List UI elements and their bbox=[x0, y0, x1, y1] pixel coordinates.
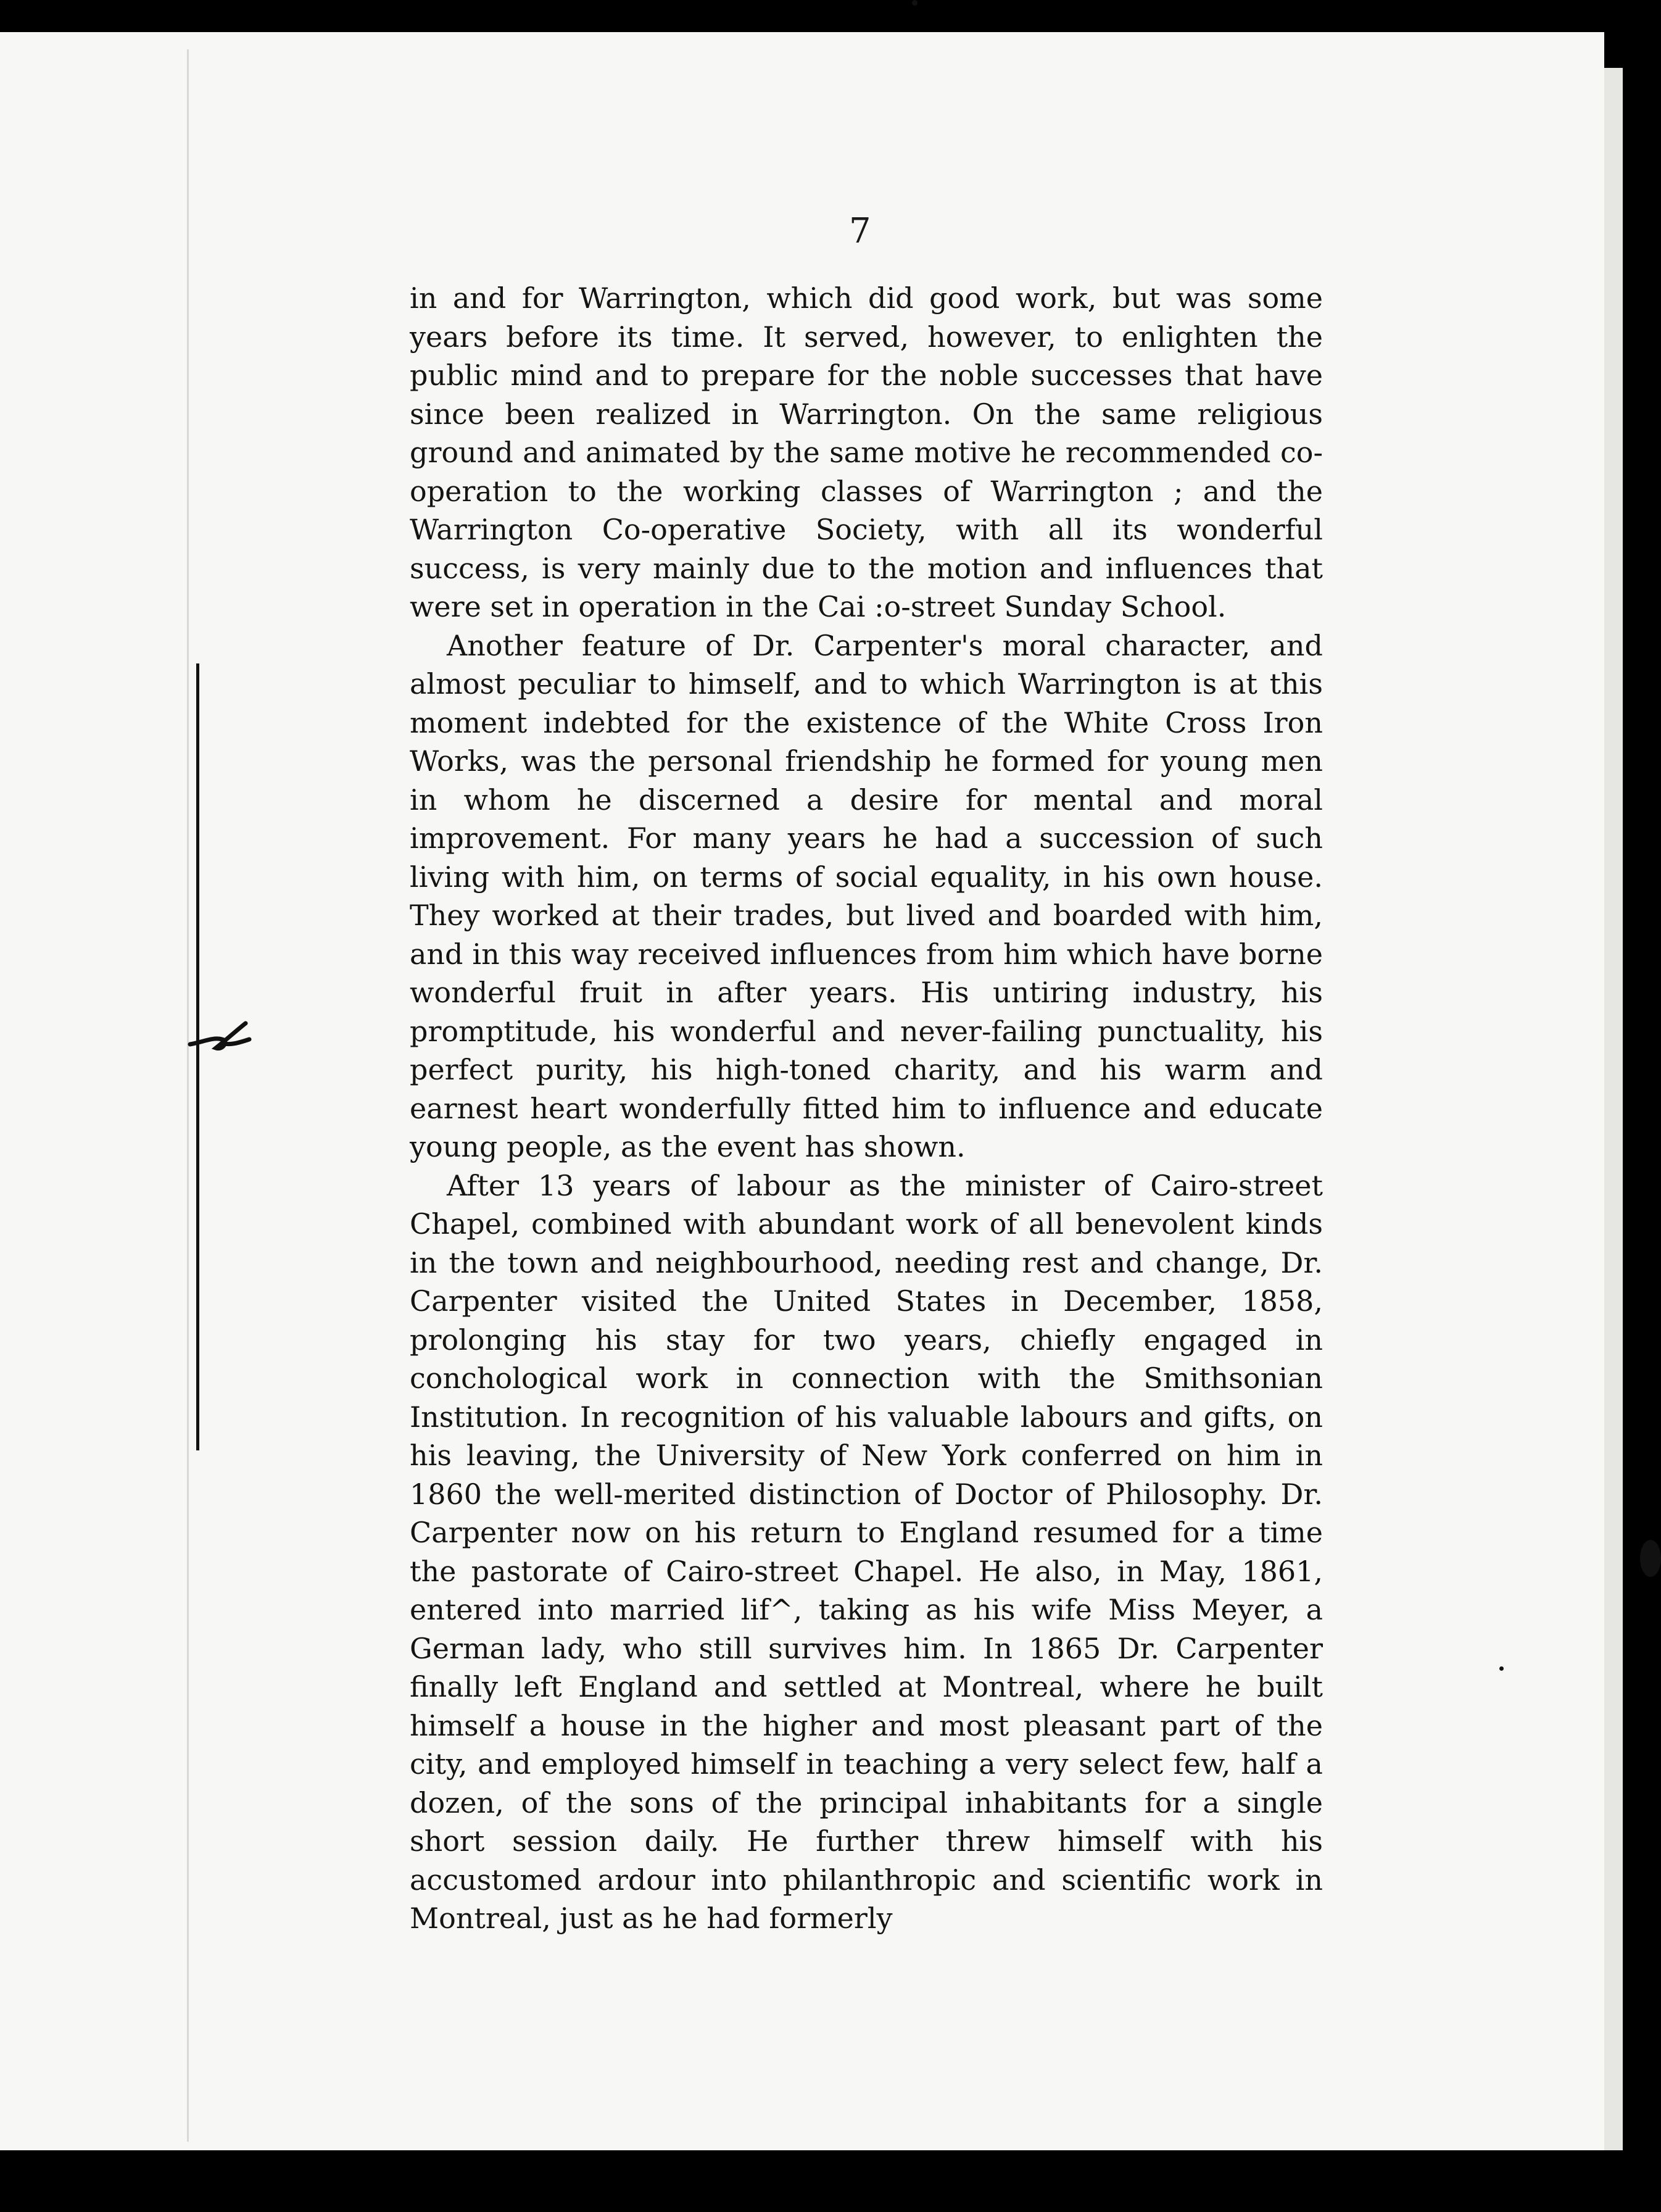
margin-scribble-icon bbox=[185, 1018, 253, 1062]
scan-speck bbox=[1640, 1540, 1661, 1577]
scan-speck bbox=[912, 0, 917, 6]
body-text bbox=[410, 279, 1323, 1938]
paragraph-1: in and for Warrington, which did good work, but was some years before its time. It served, however, to enlighten the public mind and to prepare for the noble successes that have since been realized in Warrington. On the same religious ground and animated by the same motive he recommended co-operation to the working classes of Warrington ; and the Warrington Co-operative Society, with all its wonderful success, is very mainly due to the motion and influences that were set in operation in the Cai :o-street Sunday School. bbox=[410, 281, 1323, 623]
paragraph-3: After 13 years of labour as the minister of Cairo-street Chapel, combined with abundant work of all benevolent kinds in the town and neighbourhood, needing rest and change, Dr. Carpenter visited the United States in December, 1858, prolonging his stay for two years, chiefly engaged in conchological work in connection with the Smithsonian Institution. In recognition of his valuable labours and gifts, on his leaving, the University of New York conferred on him in 1860 the well-merited distinction of Doctor of Philosophy. Dr. Carpenter now on his return to England resumed for a time the pastorate of Cairo-street Chapel. He also, in May, 1861, entered into married lif^, taking as his wife Miss Meyer, a German lady, who still survives him. In 1865 Dr. Carpenter finally left England and settled at Montreal, where he built himself a house in the higher and most pleasant part of the city, and employed himself in teaching a very select few, half a dozen, of the sons of the principal inhabitants for a single short session daily. He further threw himself with his accustomed ardour into philanthropic and scientific work in Montreal, just as he had formerly bbox=[410, 1168, 1323, 1935]
scan-speck bbox=[1499, 1666, 1504, 1671]
page-edge-shadow bbox=[1604, 68, 1623, 2150]
paragraph-2: Another feature of Dr. Carpenter's moral character, and almost peculiar to himself, and to which Warrington is at this moment indebted for the existence of the White Cross Iron Works, was the personal friendship he formed for young men in whom he discerned a desire for mental and moral improvement. For many years he had a succession of such living with him, on terms of social equality, in his own house. They worked at their trades, but lived and boarded with him, and in this way received influences from him which have borne wonderful fruit in after years. His untiring industry, his promptitude, his wonderful and never-failing punctuality, his perfect purity, his high-toned charity, and his warm and earnest heart wonderfully fitted him to influence and educate young people, as the event has shown. bbox=[410, 628, 1323, 1163]
fold-line bbox=[187, 49, 189, 2142]
page-number: 7 bbox=[849, 211, 871, 251]
